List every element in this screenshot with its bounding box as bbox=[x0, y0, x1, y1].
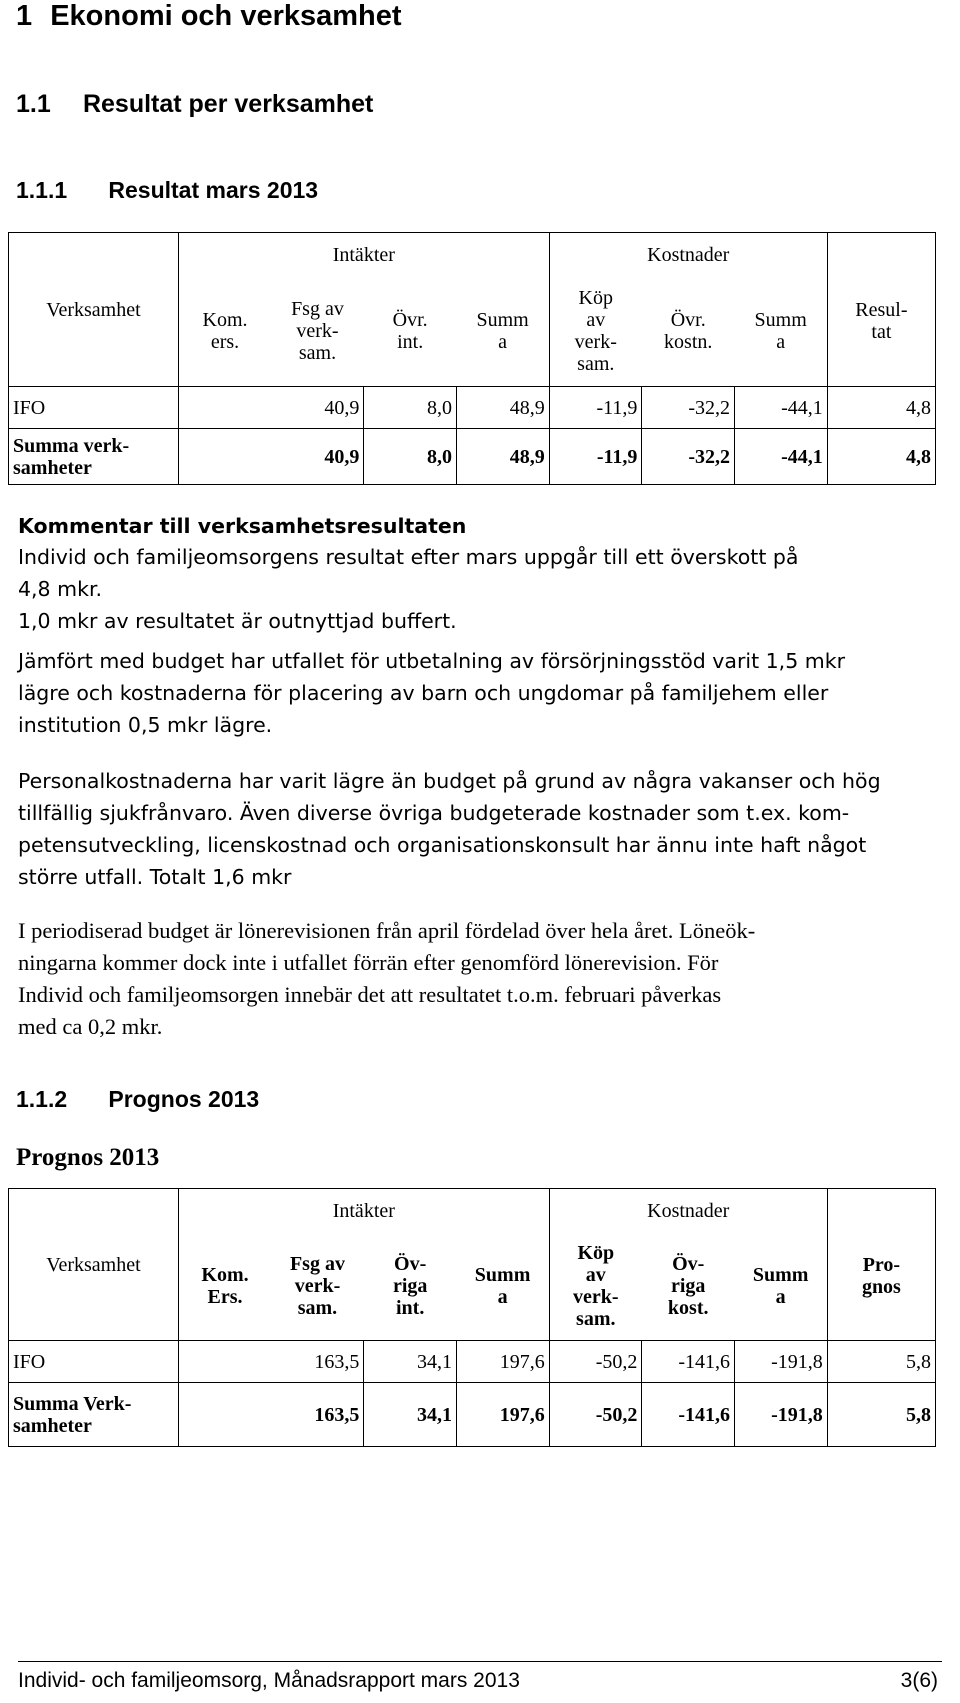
cell-summa2: -44,1 bbox=[735, 387, 828, 429]
heading-3-resultat bbox=[16, 177, 318, 204]
row-name: IFO bbox=[9, 387, 179, 429]
paragraph-line: större utfall. Totalt 1,6 mkr bbox=[18, 865, 292, 889]
heading-1 bbox=[16, 0, 402, 33]
result-table bbox=[8, 232, 936, 485]
row-name bbox=[9, 1383, 179, 1447]
paragraph-lonerevision bbox=[18, 915, 948, 1043]
cell-ovrk: -32,2 bbox=[642, 429, 735, 485]
col-ovr-kost bbox=[642, 277, 735, 387]
col-summa-1-label: Summ a bbox=[474, 1264, 531, 1309]
col-fsg-label: Fsg av verk-sam. bbox=[291, 298, 344, 365]
cell-ovrk: -141,6 bbox=[642, 1383, 735, 1447]
col-fsg bbox=[271, 1233, 364, 1341]
col-summa-2-label: Summ a bbox=[754, 309, 807, 354]
cell-summa2: -191,8 bbox=[735, 1383, 828, 1447]
col-ovr-kost-label: Öv-riga kost. bbox=[667, 1253, 709, 1320]
cell-prognos: 5,8 bbox=[827, 1341, 935, 1383]
col-summa-1 bbox=[457, 1233, 550, 1341]
heading-2-number: 1.1 bbox=[16, 90, 51, 118]
col-summa-2-label: Summ a bbox=[752, 1264, 809, 1309]
cell-ovr: 34,1 bbox=[364, 1383, 457, 1447]
paragraph-line: ningarna kommer dock inte i utfallet förrän efter genomförd lönerevision. För bbox=[18, 950, 719, 975]
col-kom-ers bbox=[178, 1233, 271, 1341]
footer-divider bbox=[18, 1661, 942, 1662]
cell-kop: -50,2 bbox=[549, 1383, 642, 1447]
cell-kom: 163,5 bbox=[178, 1383, 363, 1447]
group-intakter: Intäkter bbox=[178, 233, 549, 277]
paragraph-line: Personalkostnaderna har varit lägre än budget på grund av några vakanser och hög bbox=[18, 769, 881, 793]
col-fsg bbox=[271, 277, 364, 387]
prognos-table bbox=[8, 1188, 936, 1447]
cell-kom: 40,9 bbox=[178, 387, 363, 429]
cell-ovr: 34,1 bbox=[364, 1341, 457, 1383]
paragraph-line: petensutveckling, licenskostnad och organisationskonsult har ännu inte haft något bbox=[18, 833, 867, 857]
paragraph-line: med ca 0,2 mkr. bbox=[18, 1014, 163, 1039]
cell-ovr: 8,0 bbox=[364, 429, 457, 485]
group-intakter: Intäkter bbox=[178, 1189, 549, 1233]
col-kop-label: Köp av verk-sam. bbox=[573, 1242, 619, 1331]
col-prognos bbox=[827, 1189, 935, 1341]
footer-page-number: 3(6) bbox=[900, 1669, 938, 1692]
heading-3-resultat-text: Resultat mars 2013 bbox=[108, 177, 319, 203]
col-summa-2 bbox=[735, 277, 828, 387]
col-resultat-label: Resul-tat bbox=[855, 298, 908, 343]
paragraph-line: Jämfört med budget har utfallet för utbetalning av försörjningsstöd varit 1,5 mkr bbox=[18, 649, 846, 673]
comment-title: Kommentar till verksamhetsresultaten bbox=[18, 514, 467, 538]
cell-kop: -11,9 bbox=[549, 387, 642, 429]
col-kom-ers-label: Kom. ers. bbox=[202, 309, 248, 354]
col-summa-2 bbox=[735, 1233, 828, 1341]
col-ovr-kost-label: Övr. kostn. bbox=[664, 309, 713, 354]
col-prognos-label: Pro-gnos bbox=[861, 1253, 901, 1298]
paragraph-line: Individ och familjeomsorgen innebär det att resultatet t.o.m. februari påverkas bbox=[18, 982, 722, 1007]
group-kostnader: Kostnader bbox=[549, 233, 827, 277]
cell-summa: 48,9 bbox=[457, 429, 550, 485]
col-ovr-int bbox=[364, 1233, 457, 1341]
cell-kop: -50,2 bbox=[549, 1341, 642, 1383]
col-verksamhet: Verksamhet bbox=[9, 1189, 179, 1341]
col-kom-ers-label: Kom. Ers. bbox=[201, 1264, 249, 1309]
cell-kop: -11,9 bbox=[549, 429, 642, 485]
footer-title: Individ- och familjeomsorg, Månadsrapport mars 2013 bbox=[18, 1669, 520, 1692]
paragraph-line: institution 0,5 mkr lägre. bbox=[18, 713, 273, 737]
cell-prognos: 5,8 bbox=[827, 1383, 935, 1447]
heading-2 bbox=[16, 90, 373, 119]
cell-ovrk: -141,6 bbox=[642, 1341, 735, 1383]
col-kop bbox=[549, 1233, 642, 1341]
col-ovr-int bbox=[364, 277, 457, 387]
row-name-label: Summa Verk-samheter bbox=[13, 1392, 132, 1437]
comment-line: Individ och familjeomsorgens resultat efter mars uppgår till ett överskott på bbox=[18, 545, 799, 569]
heading-3-prognos bbox=[16, 1086, 259, 1113]
group-kostnader: Kostnader bbox=[549, 1189, 827, 1233]
cell-summa2: -44,1 bbox=[735, 429, 828, 485]
row-name-label: Summa verk-samheter bbox=[13, 434, 130, 479]
cell-ovrk: -32,2 bbox=[642, 387, 735, 429]
cell-summa: 48,9 bbox=[457, 387, 550, 429]
col-ovr-int-label: Övr. int. bbox=[392, 309, 428, 354]
comment-section bbox=[18, 511, 938, 637]
heading-3-prognos-text: Prognos 2013 bbox=[108, 1086, 260, 1112]
paragraph-budget bbox=[18, 645, 948, 741]
prognos-title: Prognos 2013 bbox=[16, 1144, 160, 1171]
table-row bbox=[9, 387, 936, 429]
col-kop-label: Köp av verk-sam. bbox=[574, 287, 617, 376]
col-summa-1-label: Summ a bbox=[476, 309, 529, 354]
cell-summa: 197,6 bbox=[457, 1341, 550, 1383]
paragraph-line: lägre och kostnaderna för placering av barn och ungdomar på familjehem eller bbox=[18, 681, 829, 705]
col-verksamhet: Verksamhet bbox=[9, 233, 179, 387]
col-ovr-int-label: Öv-riga int. bbox=[392, 1253, 428, 1320]
row-name: IFO bbox=[9, 1341, 179, 1383]
table-row bbox=[9, 1383, 936, 1447]
col-kom-ers bbox=[178, 277, 271, 387]
heading-2-text: Resultat per verksamhet bbox=[82, 90, 374, 118]
col-ovr-kost bbox=[642, 1233, 735, 1341]
comment-line: 1,0 mkr av resultatet är outnyttjad buffert. bbox=[18, 609, 457, 633]
col-resultat bbox=[827, 233, 935, 387]
comment-line: 4,8 mkr. bbox=[18, 577, 103, 601]
row-name bbox=[9, 429, 179, 485]
paragraph-personal bbox=[18, 765, 948, 893]
heading-1-number: 1 bbox=[16, 0, 33, 32]
paragraph-line: I periodiserad budget är lönerevisionen från april fördelad över hela året. Löneök- bbox=[18, 918, 756, 943]
heading-3-resultat-number: 1.1.1 bbox=[16, 177, 68, 203]
cell-result: 4,8 bbox=[827, 429, 935, 485]
cell-summa2: -191,8 bbox=[735, 1341, 828, 1383]
heading-1-text: Ekonomi och verksamhet bbox=[50, 0, 402, 32]
cell-result: 4,8 bbox=[827, 387, 935, 429]
cell-kom: 40,9 bbox=[178, 429, 363, 485]
table-row bbox=[9, 429, 936, 485]
col-kop bbox=[549, 277, 642, 387]
table-row bbox=[9, 1341, 936, 1383]
col-fsg-label: Fsg av verk-sam. bbox=[289, 1253, 345, 1320]
cell-summa: 197,6 bbox=[457, 1383, 550, 1447]
paragraph-line: tillfällig sjukfrånvaro. Även diverse övriga budgeterade kostnader som t.ex. kom- bbox=[18, 801, 850, 825]
cell-kom: 163,5 bbox=[178, 1341, 363, 1383]
heading-3-prognos-number: 1.1.2 bbox=[16, 1086, 68, 1112]
col-summa-1 bbox=[457, 277, 550, 387]
cell-ovr: 8,0 bbox=[364, 387, 457, 429]
